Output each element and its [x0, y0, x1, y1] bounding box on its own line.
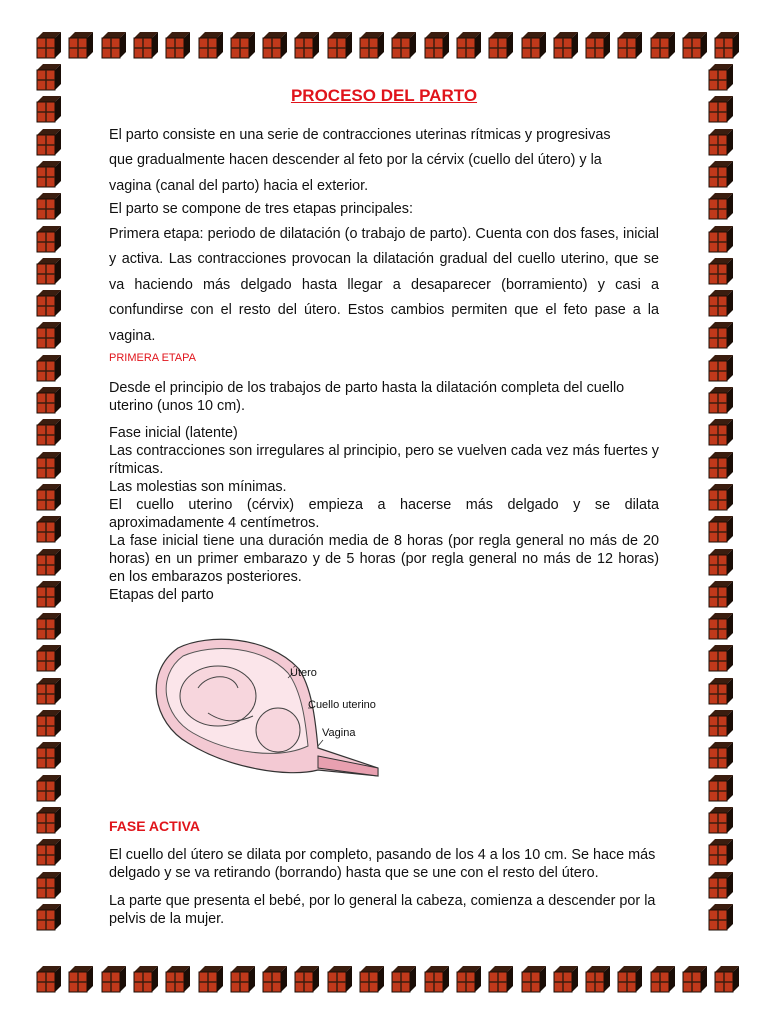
brick-block-icon: [162, 964, 192, 994]
brick-block-icon: [130, 30, 160, 60]
brick-block-icon: [679, 30, 709, 60]
brick-block-icon: [33, 450, 63, 480]
brick-block-icon: [582, 964, 612, 994]
brick-block-icon: [711, 964, 741, 994]
brick-block-icon: [356, 30, 386, 60]
brick-block-icon: [705, 417, 735, 447]
brick-block-icon: [705, 353, 735, 383]
brick-block-icon: [33, 417, 63, 447]
brick-block-icon: [705, 385, 735, 415]
brick-block-icon: [582, 30, 612, 60]
fase-activa-text-2: La parte que presenta el bebé, por lo general la cabeza, comienza a descender por la pelvis de la mujer.: [109, 893, 656, 927]
brick-block-icon: [33, 708, 63, 738]
brick-block-icon: [33, 224, 63, 254]
page-title: PROCESO DEL PARTO: [290, 86, 478, 105]
brick-block-icon: [705, 870, 735, 900]
brick-block-icon: [98, 30, 128, 60]
brick-block-icon: [705, 773, 735, 803]
brick-block-icon: [705, 159, 735, 189]
brick-block-icon: [33, 837, 63, 867]
brick-block-icon: [705, 837, 735, 867]
intro-line: vagina (canal del parto) hacia el exterior.: [109, 177, 369, 194]
brick-block-icon: [705, 94, 735, 124]
fase-activa-heading: FASE ACTIVA: [109, 818, 201, 834]
brick-block-icon: [33, 579, 63, 609]
brick-block-icon: [33, 740, 63, 770]
brick-block-icon: [705, 676, 735, 706]
brick-block-icon: [705, 708, 735, 738]
brick-block-icon: [679, 964, 709, 994]
stages-intro: El parto se compone de tres etapas principales:: [109, 201, 413, 217]
brick-block-icon: [550, 30, 580, 60]
brick-block-icon: [33, 385, 63, 415]
brick-block-icon: [705, 611, 735, 641]
brick-block-icon: [518, 30, 548, 60]
brick-block-icon: [33, 773, 63, 803]
fase-inicial-block: [109, 424, 659, 604]
brick-block-icon: [227, 964, 257, 994]
brick-block-icon: [647, 30, 677, 60]
brick-block-icon: [195, 30, 225, 60]
brick-block-icon: [485, 30, 515, 60]
brick-block-icon: [453, 964, 483, 994]
brick-block-icon: [65, 964, 95, 994]
brick-block-icon: [705, 902, 735, 932]
etapas-label: Etapas del parto: [109, 587, 214, 603]
primera-etapa-heading: PRIMERA ETAPA: [109, 352, 197, 364]
brick-block-icon: [33, 643, 63, 673]
birth-illustration: [138, 628, 400, 806]
intro-paragraph: [109, 123, 659, 199]
fase-inicial-title: Fase inicial (latente): [109, 425, 238, 441]
brick-block-icon: [705, 320, 735, 350]
brick-block-icon: [291, 30, 321, 60]
fase-inicial-cuello: El cuello uterino (cérvix) empieza a hacerse más delgado y se dilata aproximadamente 4 centímetros.: [109, 497, 659, 531]
brick-block-icon: [33, 482, 63, 512]
brick-block-icon: [65, 30, 95, 60]
brick-block-icon: [33, 547, 63, 577]
brick-block-icon: [33, 94, 63, 124]
brick-block-icon: [518, 964, 548, 994]
brick-block-icon: [647, 964, 677, 994]
label-vagina: Vagina: [322, 727, 356, 739]
brick-block-icon: [33, 62, 63, 92]
brick-block-icon: [33, 870, 63, 900]
brick-block-icon: [195, 964, 225, 994]
brick-block-icon: [614, 30, 644, 60]
brick-block-icon: [324, 30, 354, 60]
brick-block-icon: [33, 191, 63, 221]
brick-block-icon: [705, 224, 735, 254]
label-utero: Útero: [290, 667, 317, 679]
intro-line: El parto consiste en una serie de contracciones uterinas rítmicas y progresivas: [109, 127, 611, 143]
brick-block-icon: [705, 514, 735, 544]
brick-block-icon: [705, 547, 735, 577]
brick-block-icon: [453, 30, 483, 60]
brick-block-icon: [421, 964, 451, 994]
brick-block-icon: [550, 964, 580, 994]
brick-block-icon: [33, 805, 63, 835]
primera-etapa-text: Desde el principio de los trabajos de parto hasta la dilatación completa del cuello uterino (unos 10 cm).: [109, 380, 625, 414]
brick-block-icon: [705, 127, 735, 157]
brick-block-icon: [33, 30, 63, 60]
fase-inicial-molestias: Las molestias son mínimas.: [109, 479, 287, 495]
brick-block-icon: [705, 450, 735, 480]
brick-block-icon: [227, 30, 257, 60]
brick-block-icon: [33, 514, 63, 544]
brick-block-icon: [291, 964, 321, 994]
brick-block-icon: [705, 256, 735, 286]
brick-block-icon: [711, 30, 741, 60]
brick-block-icon: [33, 288, 63, 318]
brick-block-icon: [705, 579, 735, 609]
brick-block-icon: [130, 964, 160, 994]
intro-line: que gradualmente hacen descender al feto por la cérvix (cuello del útero) y la: [109, 152, 602, 169]
brick-block-icon: [33, 676, 63, 706]
fase-inicial-contracciones: Las contracciones son irregulares al principio, pero se vuelven cada vez más fuertes y rítmicas.: [109, 443, 659, 477]
brick-block-icon: [33, 353, 63, 383]
brick-block-icon: [259, 964, 289, 994]
brick-block-icon: [33, 127, 63, 157]
fase-activa-text-1: El cuello del útero se dilata por completo, pasando de los 4 a los 10 cm. Se hace más delgado y se va retirando (borrando) hasta que se une con el resto del útero.: [109, 847, 656, 881]
brick-block-icon: [33, 256, 63, 286]
brick-block-icon: [705, 482, 735, 512]
brick-block-icon: [33, 902, 63, 932]
first-stage-paragraph: Primera etapa: periodo de dilatación (o trabajo de parto). Cuenta con dos fases, inicial y activa. Las contracciones provocan la dilatación gradual del cuello uterino, que se va haciendo más delgado hasta llegar a desaparecer (borramiento) y casi a confundirse con el resto del útero. Estos cambios permiten que el feto pase a la vagina.: [109, 226, 659, 344]
brick-block-icon: [485, 964, 515, 994]
brick-block-icon: [356, 964, 386, 994]
brick-block-icon: [705, 62, 735, 92]
brick-block-icon: [33, 964, 63, 994]
brick-block-icon: [98, 964, 128, 994]
brick-block-icon: [705, 740, 735, 770]
fase-inicial-duracion: La fase inicial tiene una duración media de 8 horas (por regla general no más de 20 horas) en un primer embarazo y de 5 horas (por regla general no más de 12 horas) en los embarazos posteriores.: [109, 533, 659, 585]
fetus-head: [256, 708, 300, 752]
label-cuello: Cuello uterino: [308, 699, 376, 711]
brick-block-icon: [705, 288, 735, 318]
brick-block-icon: [705, 191, 735, 221]
brick-block-icon: [614, 964, 644, 994]
brick-block-icon: [388, 964, 418, 994]
brick-block-icon: [324, 964, 354, 994]
brick-block-icon: [705, 643, 735, 673]
brick-block-icon: [421, 30, 451, 60]
brick-block-icon: [705, 805, 735, 835]
brick-block-icon: [259, 30, 289, 60]
brick-block-icon: [162, 30, 192, 60]
fetus-body: [180, 666, 256, 726]
brick-block-icon: [33, 611, 63, 641]
brick-block-icon: [33, 159, 63, 189]
brick-block-icon: [388, 30, 418, 60]
brick-block-icon: [33, 320, 63, 350]
